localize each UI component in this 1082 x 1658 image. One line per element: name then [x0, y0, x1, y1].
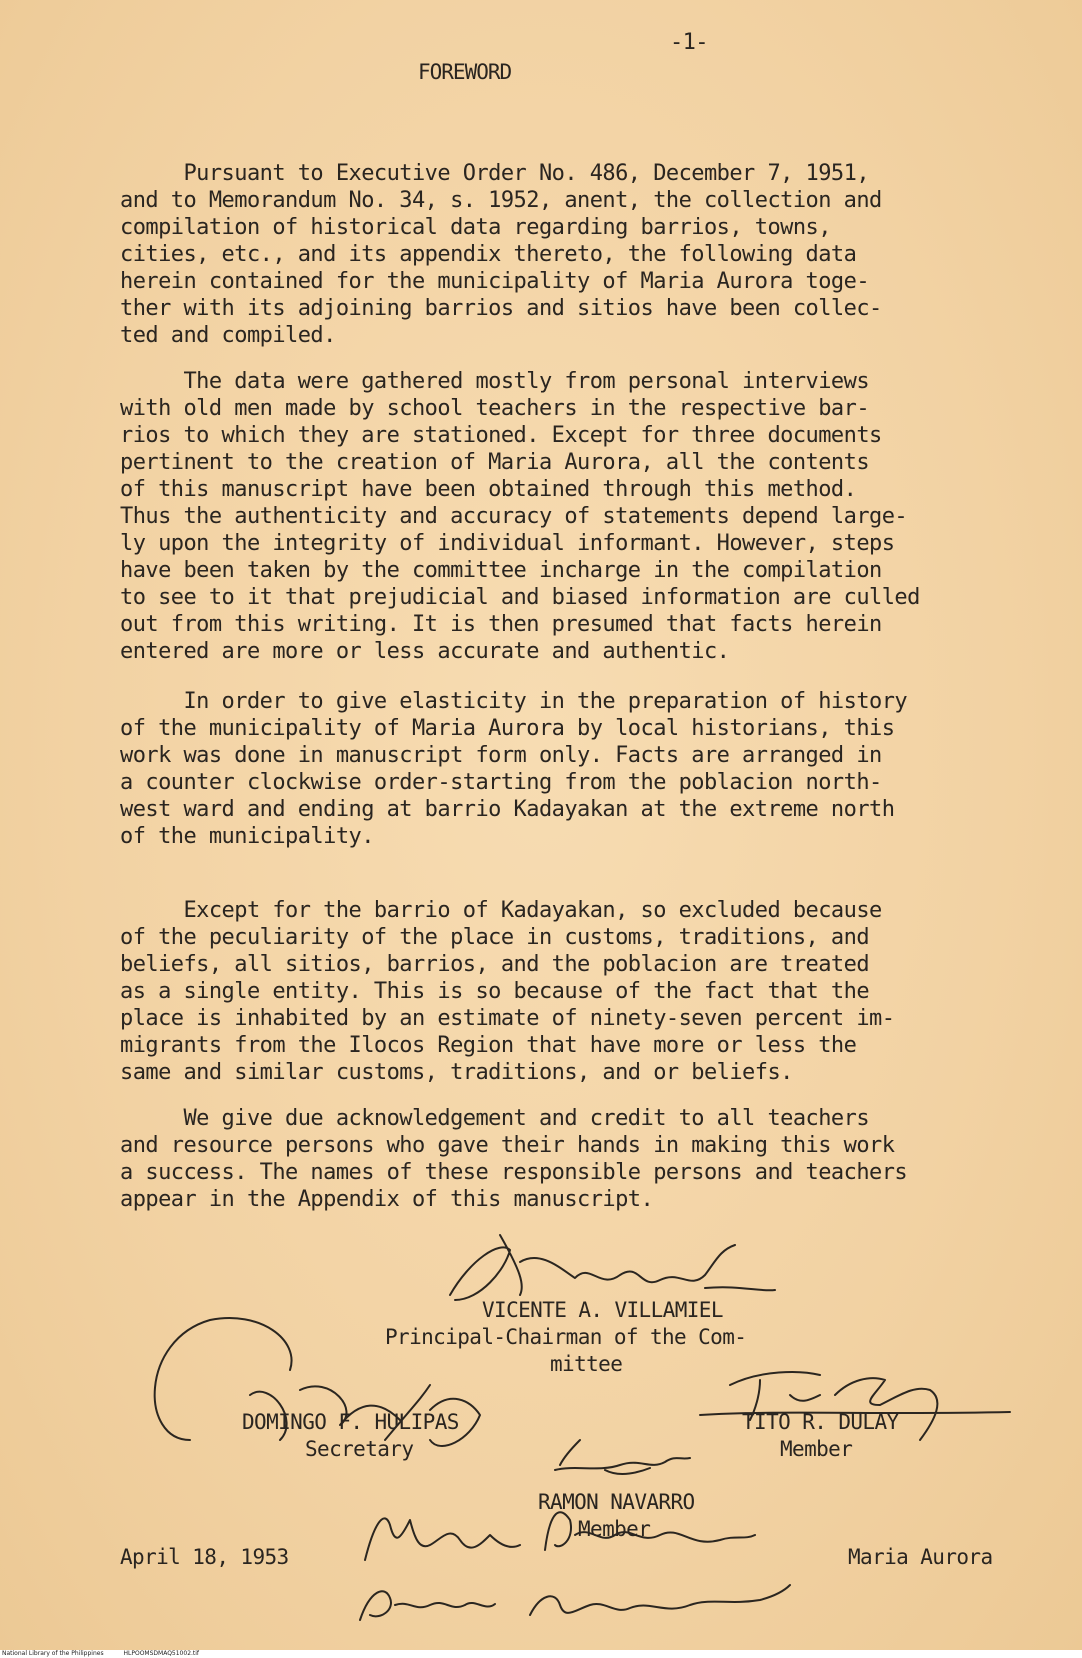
page-number: -1- [670, 30, 708, 55]
text-line: and resource persons who gave their hands in making this work [120, 1133, 895, 1158]
text-line: ther with its adjoining barrios and sitios have been collec- [120, 296, 882, 321]
text-line: to see to it that prejudicial and biased information are culled [120, 585, 920, 610]
text-line: place is inhabited by an estimate of ninety-seven percent im- [120, 1006, 895, 1031]
text-line: ted and compiled. [120, 323, 336, 348]
chairman-title-cont: mittee [550, 1352, 623, 1376]
member-signature-navarro [555, 1440, 690, 1474]
member-navarro-title: Member [578, 1517, 651, 1541]
chairman-signature [450, 1235, 775, 1300]
text-line: as a single entity. This is so because of the fact that the [120, 979, 870, 1004]
text-line: rios to which they are stationed. Except for three documents [120, 423, 882, 448]
chairman-name: VICENTE A. VILLAMIEL [482, 1298, 723, 1322]
text-line: appear in the Appendix of this manuscript. [120, 1187, 654, 1212]
text-line: In order to give elasticity in the preparation of history [120, 689, 908, 714]
text-line: with old men made by school teachers in the respective bar- [120, 396, 870, 421]
member-dulay-name: TITO R. DULAY [742, 1410, 899, 1434]
text-line: cities, etc., and its appendix thereto, the following data [120, 242, 857, 267]
text-line: Pursuant to Executive Order No. 486, December 7, 1951, [120, 161, 870, 186]
text-line: Except for the barrio of Kadayakan, so excluded because [120, 898, 882, 923]
footer-library: National Library of the Philippines [2, 1650, 104, 1657]
document-place: Maria Aurora [848, 1545, 993, 1569]
text-line: have been taken by the committee incharge in the compilation [120, 558, 882, 583]
page-title: FOREWORD [418, 60, 512, 84]
secretary-name: DOMINGO F. HULIPAS [242, 1410, 459, 1434]
document-date: April 18, 1953 [120, 1545, 289, 1569]
text-line: Thus the authenticity and accuracy of statements depend large- [120, 504, 908, 529]
text-line: migrants from the Ilocos Region that have more or less the [120, 1033, 857, 1058]
district-supervisor-signature [365, 1512, 755, 1560]
text-line: ly upon the integrity of individual informant. However, steps [120, 531, 895, 556]
text-line: work was done in manuscript form only. Facts are arranged in [120, 743, 882, 768]
member-navarro-name: RAMON NAVARRO [538, 1490, 695, 1514]
paragraph-4 [120, 897, 1020, 1086]
text-line: west ward and ending at barrio Kadayakan at the extreme north [120, 797, 895, 822]
text-line: same and similar customs, traditions, and or beliefs. [120, 1060, 793, 1085]
text-line: The data were gathered mostly from personal interviews [120, 369, 870, 394]
district-supervisor-title-handwriting [360, 1585, 790, 1620]
text-line: of the municipality of Maria Aurora by local historians, this [120, 716, 895, 741]
text-line: a success. The names of these responsible persons and teachers [120, 1160, 908, 1185]
member-dulay-title: Member [780, 1437, 853, 1461]
text-line: of this manuscript have been obtained through this method. [120, 477, 857, 502]
paragraph-1 [120, 160, 1020, 349]
text-line: We give due acknowledgement and credit to all teachers [120, 1106, 870, 1131]
secretary-title: Secretary [305, 1437, 414, 1461]
text-line: of the peculiarity of the place in customs, traditions, and [120, 925, 870, 950]
scan-footer [0, 1650, 1082, 1658]
text-line: of the municipality. [120, 824, 374, 849]
text-line: and to Memorandum No. 34, s. 1952, anent, the collection and [120, 188, 882, 213]
paragraph-3 [120, 688, 1020, 850]
paragraph-5 [120, 1105, 1020, 1213]
chairman-title: Principal-Chairman of the Com- [385, 1325, 747, 1349]
text-line: a counter clockwise order-starting from the poblacion north- [120, 770, 882, 795]
text-line: beliefs, all sitios, barrios, and the poblacion are treated [120, 952, 870, 977]
text-line: entered are more or less accurate and authentic. [120, 639, 730, 664]
footer-file: HLPOOMSDMAQ51002.tif [123, 1650, 200, 1657]
paragraph-2 [120, 368, 1020, 665]
text-line: compilation of historical data regarding barrios, towns, [120, 215, 831, 240]
text-line: out from this writing. It is then presumed that facts herein [120, 612, 882, 637]
text-line: herein contained for the municipality of Maria Aurora toge- [120, 269, 870, 294]
text-line: pertinent to the creation of Maria Aurora, all the contents [120, 450, 870, 475]
